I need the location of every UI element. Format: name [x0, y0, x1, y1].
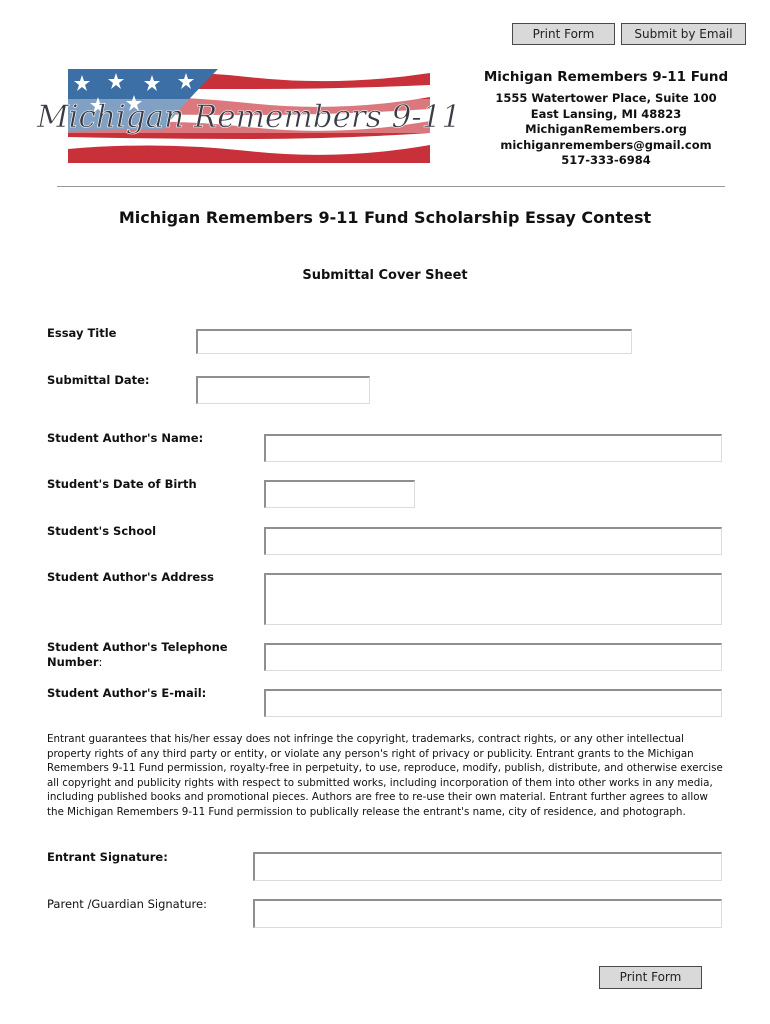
email-label: Student Author's E-mail:: [47, 686, 207, 700]
print-form-button-bottom[interactable]: Print Form: [599, 966, 702, 989]
telephone-label-line1: Student Author's Telephone: [47, 640, 228, 654]
author-name-label: Student Author's Name:: [47, 431, 204, 445]
entrant-signature-label: Entrant Signature:: [47, 850, 168, 864]
submittal-date-label: Submittal Date:: [47, 373, 150, 387]
submittal-date-input[interactable]: [196, 376, 370, 404]
essay-title-input[interactable]: [196, 329, 632, 354]
submit-by-email-button[interactable]: Submit by Email: [621, 23, 746, 45]
telephone-label-line2: Number: [47, 655, 99, 669]
address-label: Student Author's Address: [47, 570, 214, 584]
dob-label: Student's Date of Birth: [47, 477, 197, 491]
org-address-line1: 1555 Watertower Place, Suite 100: [495, 91, 717, 105]
print-form-button[interactable]: Print Form: [512, 23, 615, 45]
header-divider: [57, 186, 725, 187]
page-title: Michigan Remembers 9-11 Fund Scholarship Essay Contest: [118, 208, 652, 227]
telephone-label: [47, 640, 228, 670]
org-name: Michigan Remembers 9-11 Fund: [483, 69, 729, 85]
school-label: Student's School: [47, 524, 157, 538]
email-input[interactable]: [264, 689, 722, 717]
logo-text: Michigan Remembers 9-11: [36, 99, 462, 135]
address-input[interactable]: [264, 573, 722, 625]
telephone-label-colon: :: [98, 655, 103, 669]
org-phone: 517-333-6984: [561, 153, 651, 167]
school-input[interactable]: [264, 527, 722, 555]
org-email: michiganremembers@gmail.com: [500, 137, 712, 152]
flag-logo: [36, 69, 462, 163]
guardian-signature-label: Parent /Guardian Signature:: [47, 897, 207, 911]
essay-title-label: Essay Title: [47, 326, 117, 340]
org-website: MichiganRemembers.org: [525, 122, 687, 136]
organization-info: [480, 69, 732, 169]
org-address-line2: East Lansing, MI 48823: [530, 106, 682, 121]
legal-paragraph: Entrant guarantees that his/her essay does not infringe the copyright, trademarks, contract rights, or any other intellectual property rights of any third party or entity, or violate any person's right of privacy or publicity. Entrant grants to the Michigan Remembers 9-11 Fund permission, royalty-free in perpetuity, to use, reproduce, modify, publish, distribute, and otherwise exercise all copyright and publicity rights with respect to submitted works, including incorporation of them into other works in any media, including published books and promotional pieces. Authors are free to re-use their own material. Entrant further agrees to allow the Michigan Remembers 9-11 Fund permission to publically release the entrant's name, city of residence, and photograph.: [47, 733, 723, 818]
telephone-input[interactable]: [264, 643, 722, 671]
entrant-signature-input[interactable]: [253, 852, 722, 881]
page-subtitle: Submittal Cover Sheet: [302, 268, 468, 283]
author-name-input[interactable]: [264, 434, 722, 462]
guardian-signature-input[interactable]: [253, 899, 722, 928]
dob-input[interactable]: [264, 480, 415, 508]
